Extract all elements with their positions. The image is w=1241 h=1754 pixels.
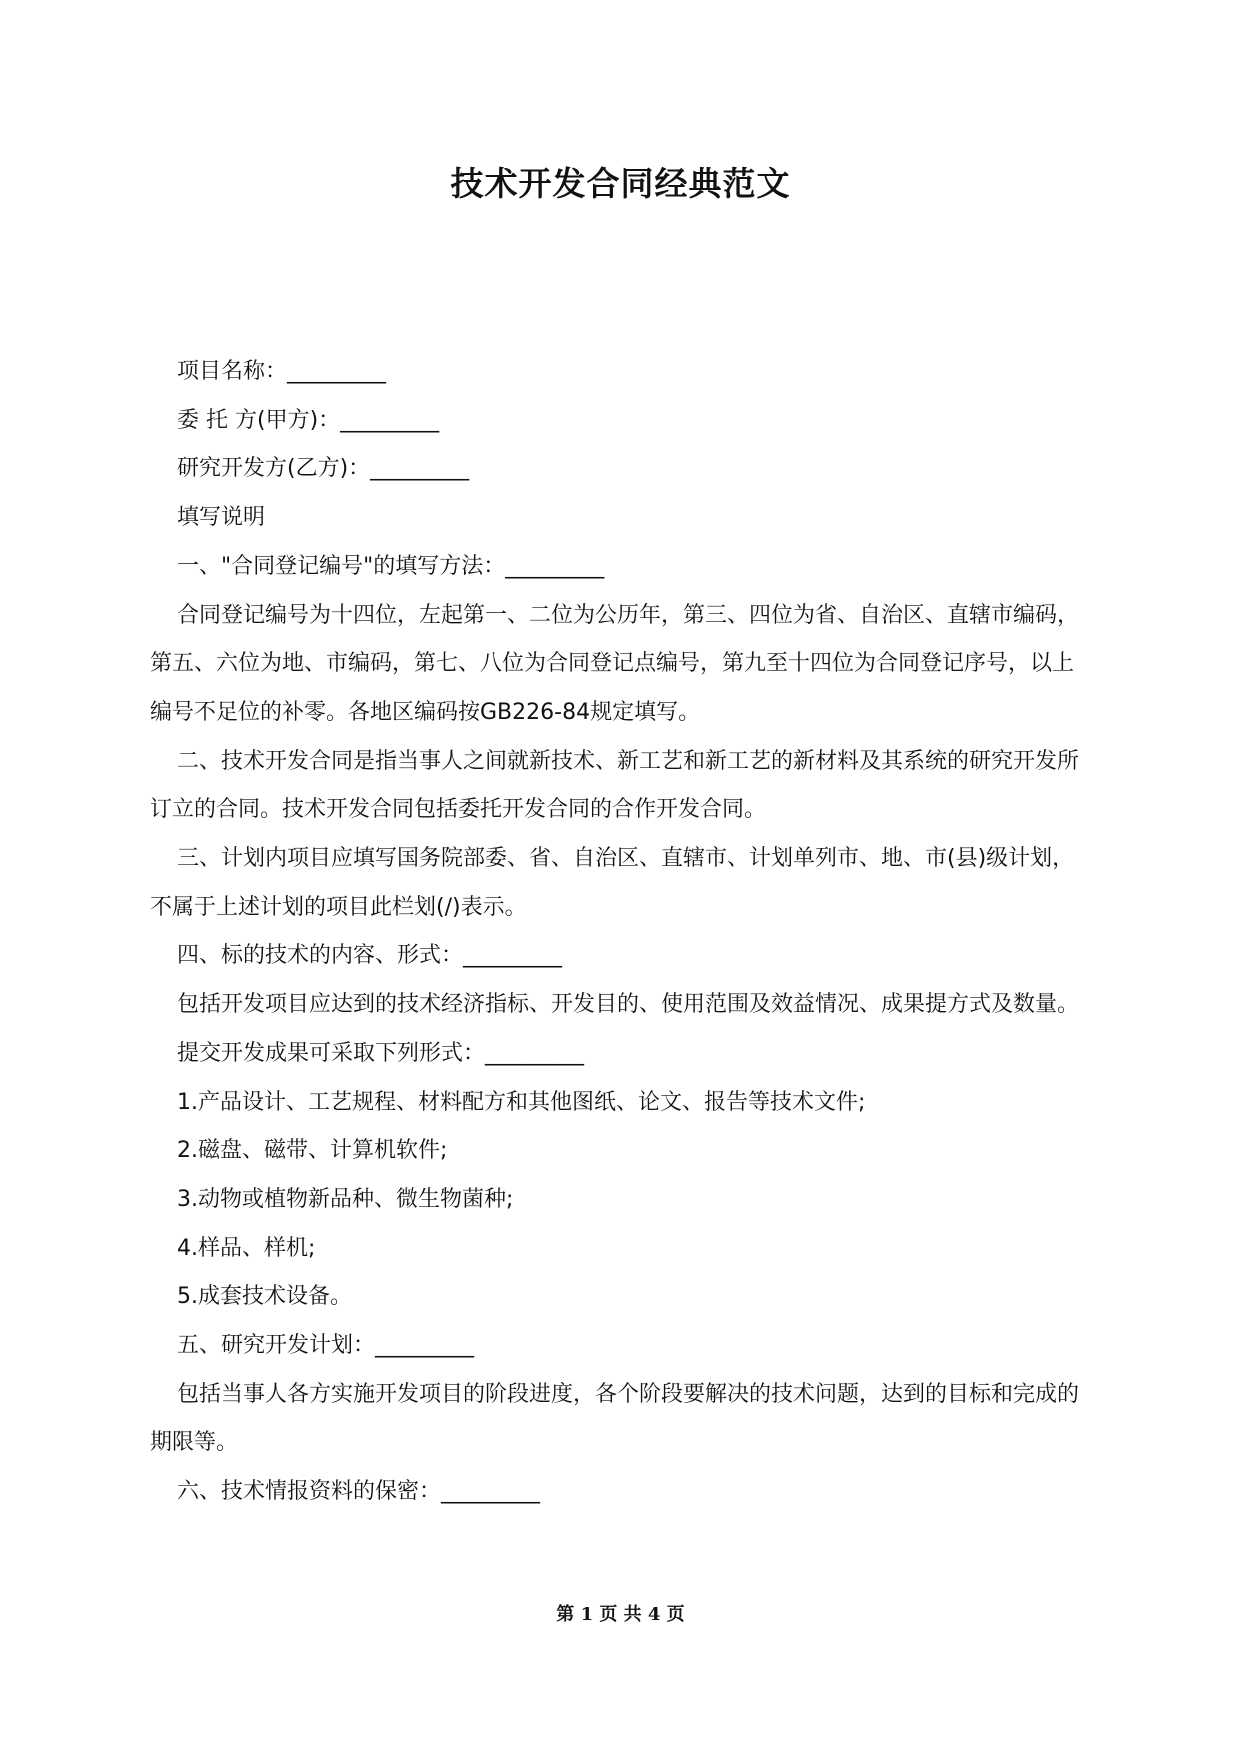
instruction-item-6: 六、技术情报资料的保密：_________ <box>177 1479 541 1505</box>
document-title: 技术开发合同经典范文 <box>450 164 791 203</box>
page-number-footer: 第 1 页 共 4 页 <box>556 1604 685 1625</box>
field-developer-party-b: 研究开发方(乙方)：_________ <box>177 456 470 482</box>
deliverable-form-item: 5.成套技术设备。 <box>177 1284 352 1310</box>
instruction-paragraph: 包括开发项目应达到的技术经济指标、开发目的、使用范围及效益情况、成果提方式及数量。 <box>177 992 1080 1018</box>
deliverable-form-item: 3.动物或植物新品种、微生物菌种; <box>177 1186 514 1212</box>
field-client-party-a: 委 托 方(甲方)：_________ <box>177 407 440 433</box>
section-instructions-heading: 填写说明 <box>177 505 266 531</box>
instruction-paragraph: 合同登记编号为十四位，左起第一、二位为公历年，第三、四位为省、自治区、直辖市编码，第五、六位为地、市编码，第七、八位为合同登记点编号，第九至十四位为合同登记序号，以上编号不足位的补零。各地区编码按GB226-84规定填写。 <box>150 602 1080 725</box>
instruction-item-4: 四、标的技术的内容、形式：_________ <box>177 943 563 969</box>
deliverable-form-item: 4.样品、样机; <box>177 1235 316 1261</box>
field-project-name: 项目名称：_________ <box>177 359 387 384</box>
instruction-item-5: 五、研究开发计划：_________ <box>177 1333 475 1359</box>
document-body <box>150 348 1095 1517</box>
instruction-item-1: 一、"合同登记编号"的填写方法：_________ <box>177 553 605 579</box>
instruction-paragraph: 包括当事人各方实施开发项目的阶段进度，各个阶段要解决的技术问题，达到的目标和完成的期限等。 <box>150 1381 1080 1456</box>
deliverable-forms-heading: 提交开发成果可采取下列形式：_________ <box>177 1040 585 1066</box>
instruction-item-2: 二、技术开发合同是指当事人之间就新技术、新工艺和新工艺的新材料及其系统的研究开发所订立的合同。技术开发合同包括委托开发合同的合作开发合同。 <box>150 748 1080 823</box>
deliverable-form-item: 2.磁盘、磁带、计算机软件; <box>177 1138 448 1164</box>
instruction-item-3: 三、计划内项目应填写国务院部委、省、自治区、直辖市、计划单列市、地、市(县)级计划，不属于上述计划的项目此栏划(/)表示。 <box>150 846 1075 920</box>
deliverable-form-item: 1.产品设计、工艺规程、材料配方和其他图纸、论文、报告等技术文件; <box>177 1089 866 1115</box>
